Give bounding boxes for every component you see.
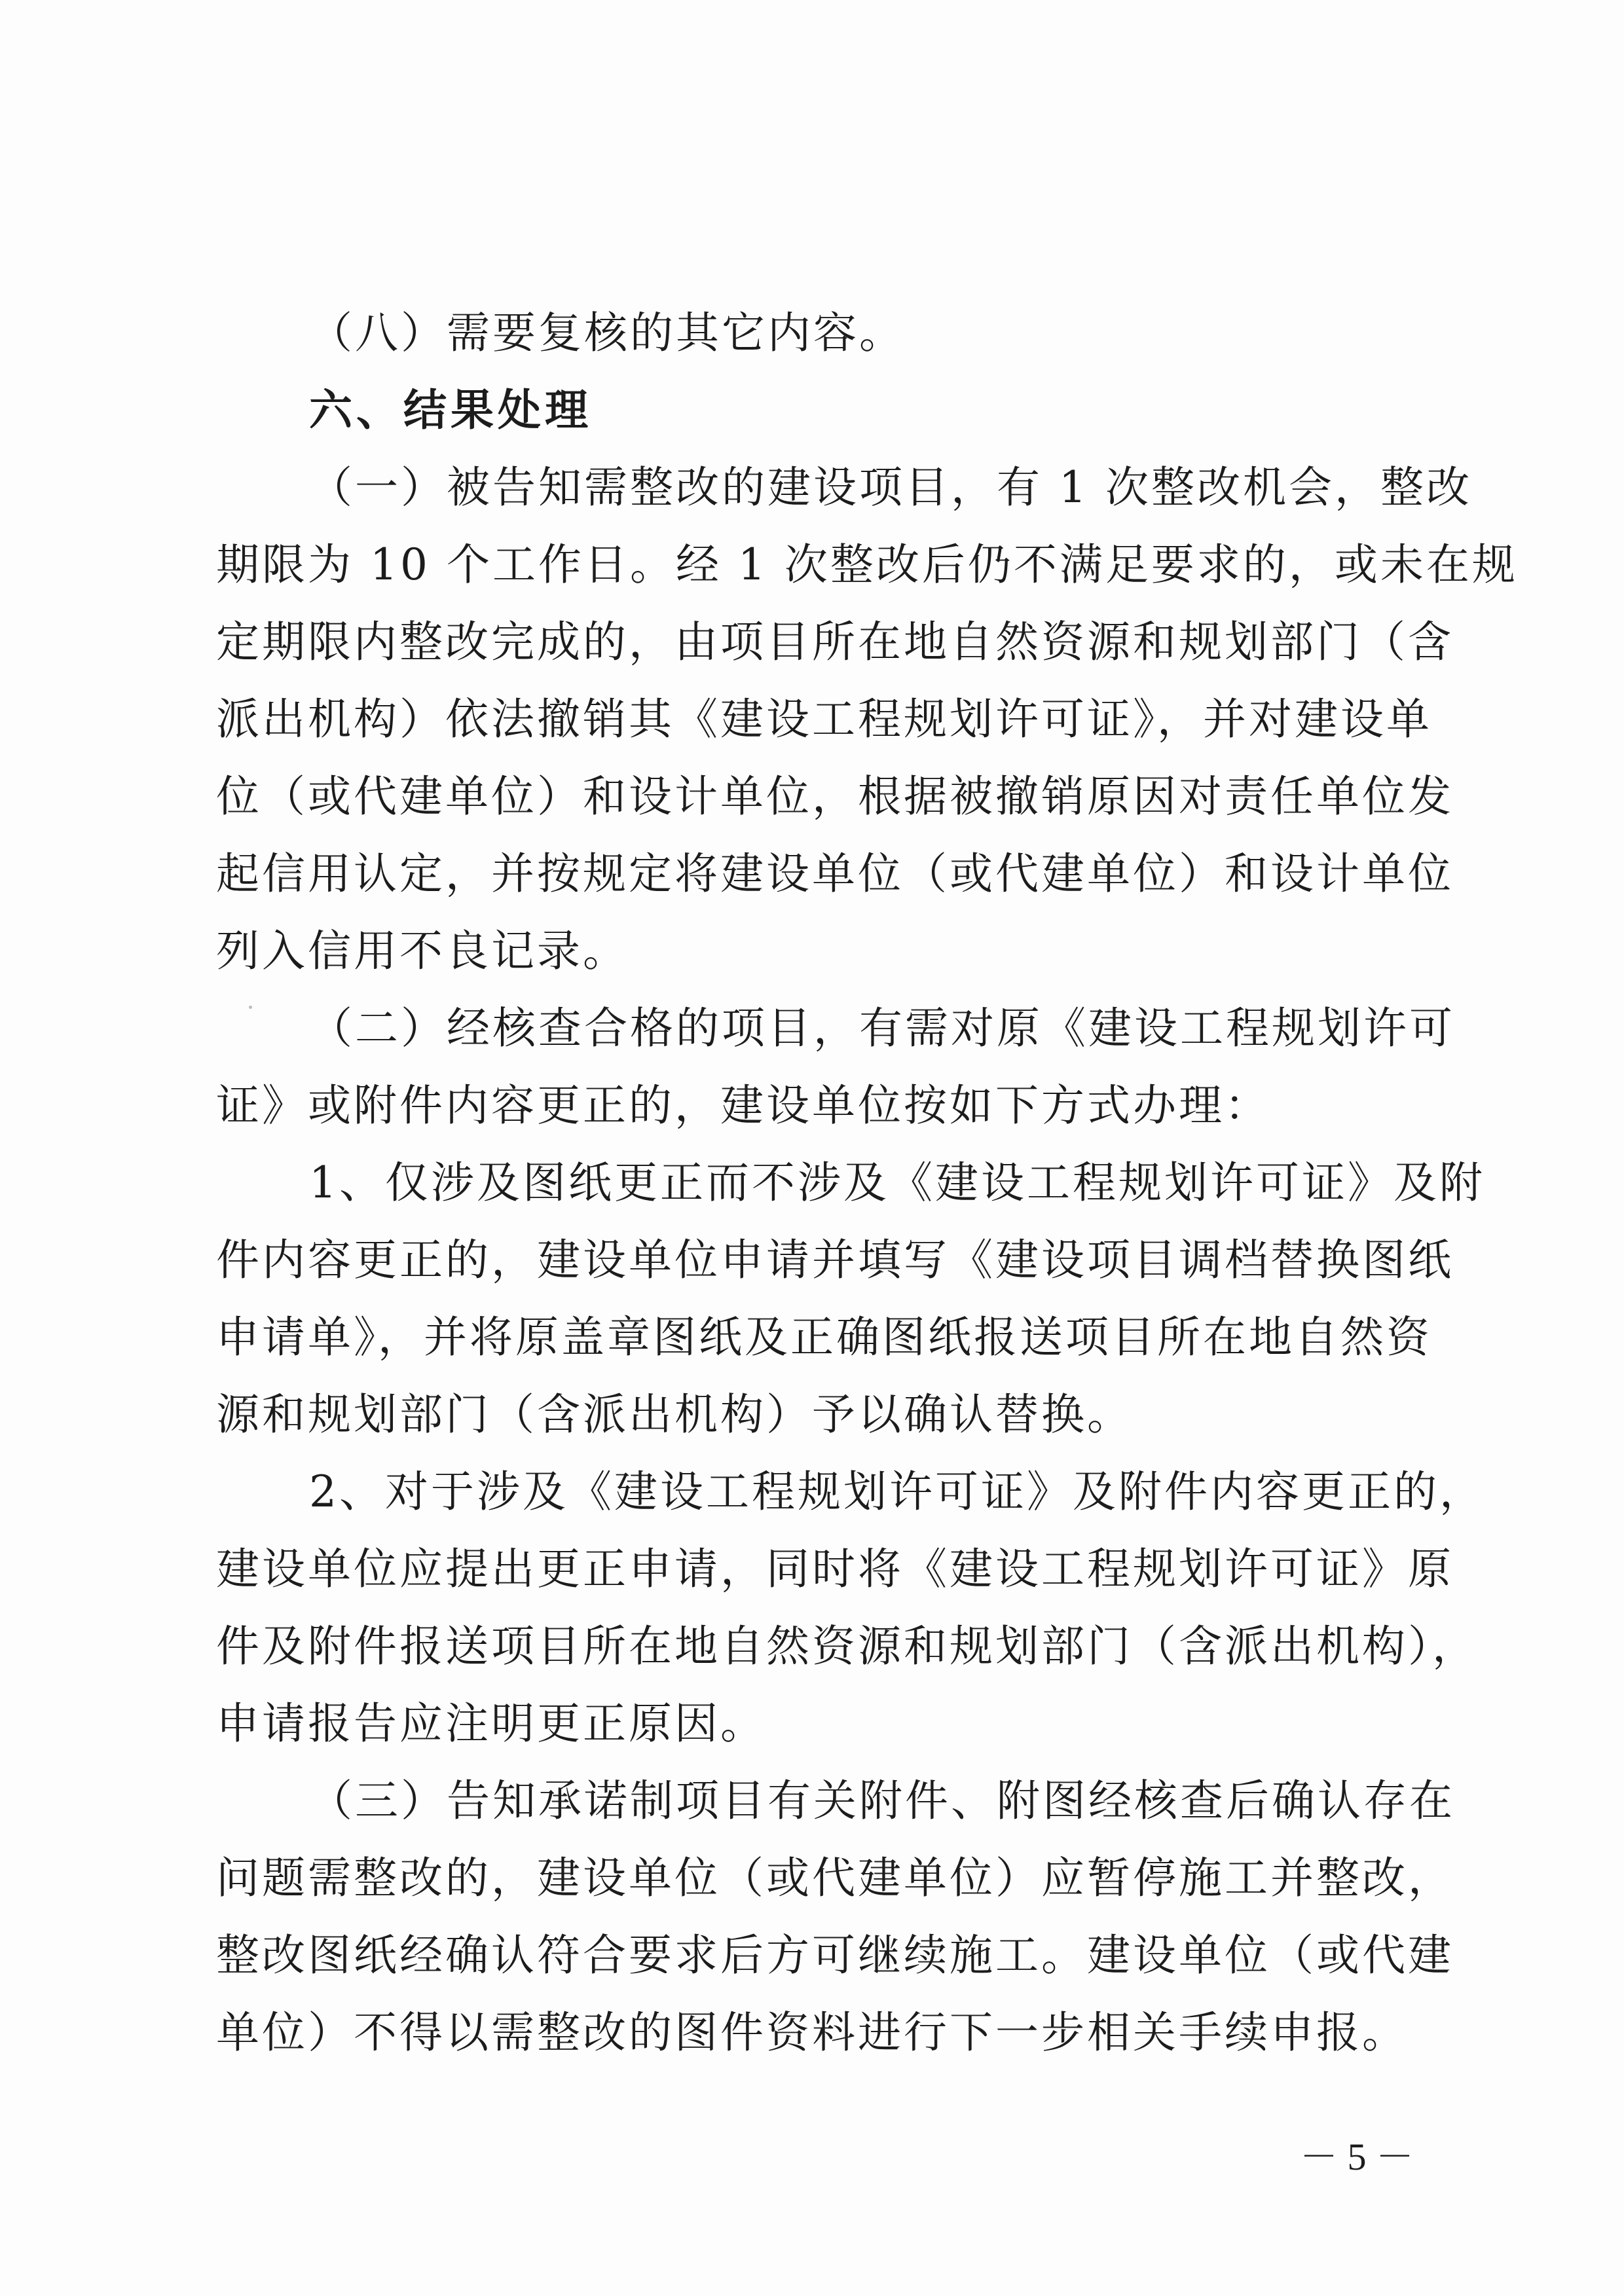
text-line: 建设单位应提出更正申请，同时将《建设工程规划许可证》原: [216, 1544, 1454, 1594]
section-heading: [216, 372, 1421, 449]
text-line: 2、对于涉及《建设工程规划许可证》及附件内容更正的，: [309, 1467, 1485, 1517]
paragraph: [216, 1762, 1455, 2071]
paragraph: [216, 1453, 1485, 1762]
paragraph: [216, 990, 1455, 1144]
document-body: [216, 295, 1518, 2071]
paragraph: [216, 1144, 1485, 1453]
heading-line: 六、结果处理: [309, 385, 592, 435]
text-line: 问题需整改的，建设单位（或代建单位）应暂停施工并整改，: [216, 1853, 1454, 1903]
text-line: 源和规划部门（含派出机构）予以确认替换。: [216, 1389, 1133, 1440]
text-line: 整改图纸经确认符合要求后方可继续施工。建设单位（或代建: [216, 1930, 1454, 1980]
text-line: （一）被告知需整改的建设项目，有 1 次整改机会，整改: [309, 462, 1472, 513]
text-line: 定期限内整改完成的，由项目所在地自然资源和规划部门（含: [216, 617, 1454, 667]
text-line: 申请报告应注明更正原因。: [216, 1698, 766, 1749]
text-line: 单位）不得以需整改的图件资料进行下一步相关手续申报。: [216, 2007, 1408, 2058]
text-line: 件内容更正的，建设单位申请并填写《建设项目调档替换图纸: [216, 1235, 1454, 1285]
text-line: 起信用认定，并按规定将建设单位（或代建单位）和设计单位: [216, 848, 1454, 899]
text-line: 派出机构）依法撤销其《建设工程规划许可证》，并对建设单: [216, 694, 1432, 744]
text-line: 列入信用不良记录。: [216, 926, 629, 976]
text-line: （二）经核查合格的项目，有需对原《建设工程规划许可: [309, 1003, 1455, 1053]
text-line: 位（或代建单位）和设计单位，根据被撤销原因对责任单位发: [216, 771, 1454, 822]
text-line: 期限为 10 个工作日。经 1 次整改后仍不满足要求的，或未在规: [216, 539, 1518, 590]
paragraph: [216, 295, 1421, 372]
text-line: 件及附件报送项目所在地自然资源和规划部门（含派出机构），: [216, 1621, 1478, 1671]
text-line: 1、仅涉及图纸更正而不涉及《建设工程规划许可证》及附: [309, 1157, 1485, 1208]
text-line: 申请单》，并将原盖章图纸及正确图纸报送项目所在地自然资: [216, 1312, 1432, 1362]
text-line: 证》或附件内容更正的，建设单位按如下方式办理：: [216, 1080, 1270, 1131]
page-number: － 5 －: [1300, 2136, 1414, 2178]
text-line: （八）需要复核的其它内容。: [309, 308, 905, 358]
text-line: （三）告知承诺制项目有关附件、附图经核查后确认存在: [309, 1776, 1455, 1826]
paragraph: [216, 449, 1518, 990]
